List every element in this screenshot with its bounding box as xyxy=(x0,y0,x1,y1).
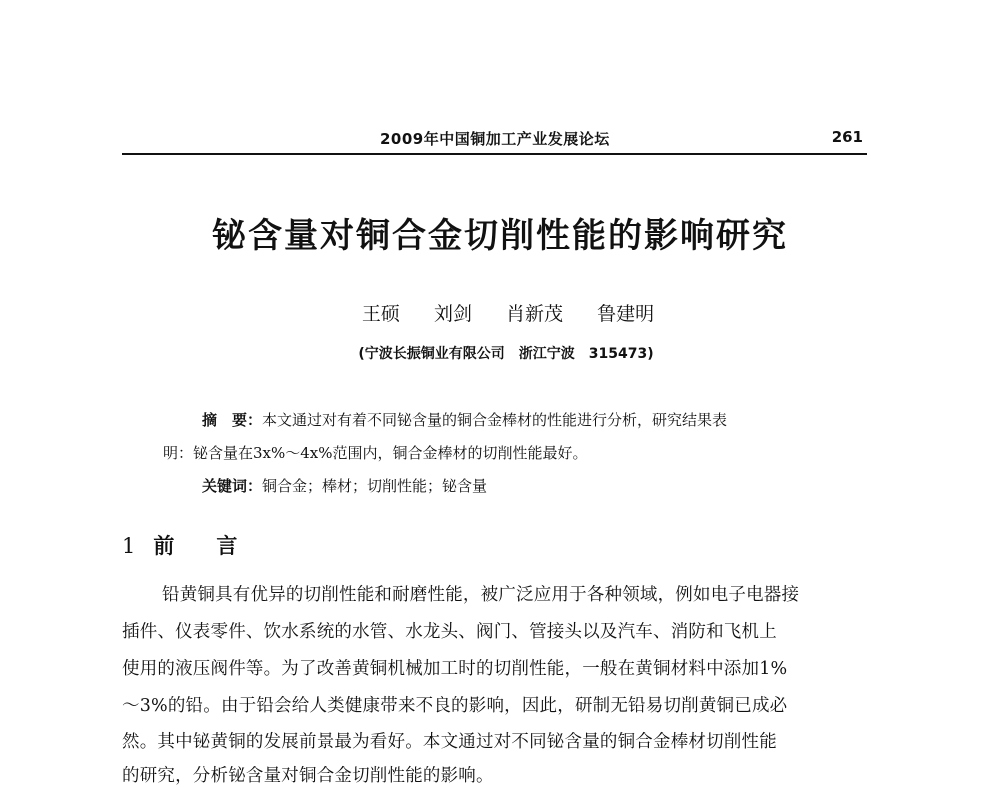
abstract-label: 摘 要： xyxy=(202,411,263,429)
author-name: 鲁建明 xyxy=(597,303,655,325)
author-name: 肖新茂 xyxy=(506,303,564,325)
affiliation: (宁波长振铜业有限公司 浙江宁波 315473) xyxy=(358,346,654,362)
body-text-line: ～3%的铅。由于铅会给人类健康带来不良的影响，因此，研制无铅易切削黄铜已成必 xyxy=(122,696,788,716)
keywords-text: 铜合金；棒材；切削性能；铋含量 xyxy=(262,477,488,495)
author-name: 刘剑 xyxy=(433,303,472,325)
abstract-text-line: 本文通过对有着不同铋含量的铜合金棒材的性能进行分析，研究结果表 xyxy=(262,411,728,429)
abstract xyxy=(202,409,727,430)
body-text-line: 使用的液压阀件等。为了改善黄铜机械加工时的切削性能，一般在黄铜材料中添加1% xyxy=(122,659,788,679)
paper-title: 铋含量对铜合金切削性能的影响研究 xyxy=(212,216,788,256)
keywords xyxy=(202,475,487,496)
running-header xyxy=(122,128,867,154)
body-text-line: 的研究，分析铋含量对铜合金切削性能的影响。 xyxy=(122,766,494,786)
page-number: 261 xyxy=(831,128,863,146)
body-text-line: 铅黄铜具有优异的切削性能和耐磨性能，被广泛应用于各种领域，例如电子电器接 xyxy=(162,585,800,605)
body-text-line: 然。其中铋黄铜的发展前景最为看好。本文通过对不同铋含量的铜合金棒材切削性能 xyxy=(122,732,777,752)
body-text-line: 插件、仪表零件、饮水系统的水管、水龙头、阀门、管接头以及汽车、消防和飞机上 xyxy=(122,622,777,642)
section-title: 前 言 xyxy=(153,534,238,558)
author-name: 王硕 xyxy=(361,303,400,325)
section-heading xyxy=(122,530,237,560)
author-list xyxy=(0,299,1000,326)
abstract-continuation: 明：铋含量在3x%～4x%范围内，铜合金棒材的切削性能最好。 xyxy=(163,444,588,462)
keywords-label: 关键词： xyxy=(202,477,263,495)
header-rule xyxy=(122,153,867,155)
journal-title: 2009年中国铜加工产业发展论坛 xyxy=(380,130,610,148)
section-number: 1 xyxy=(122,534,136,558)
